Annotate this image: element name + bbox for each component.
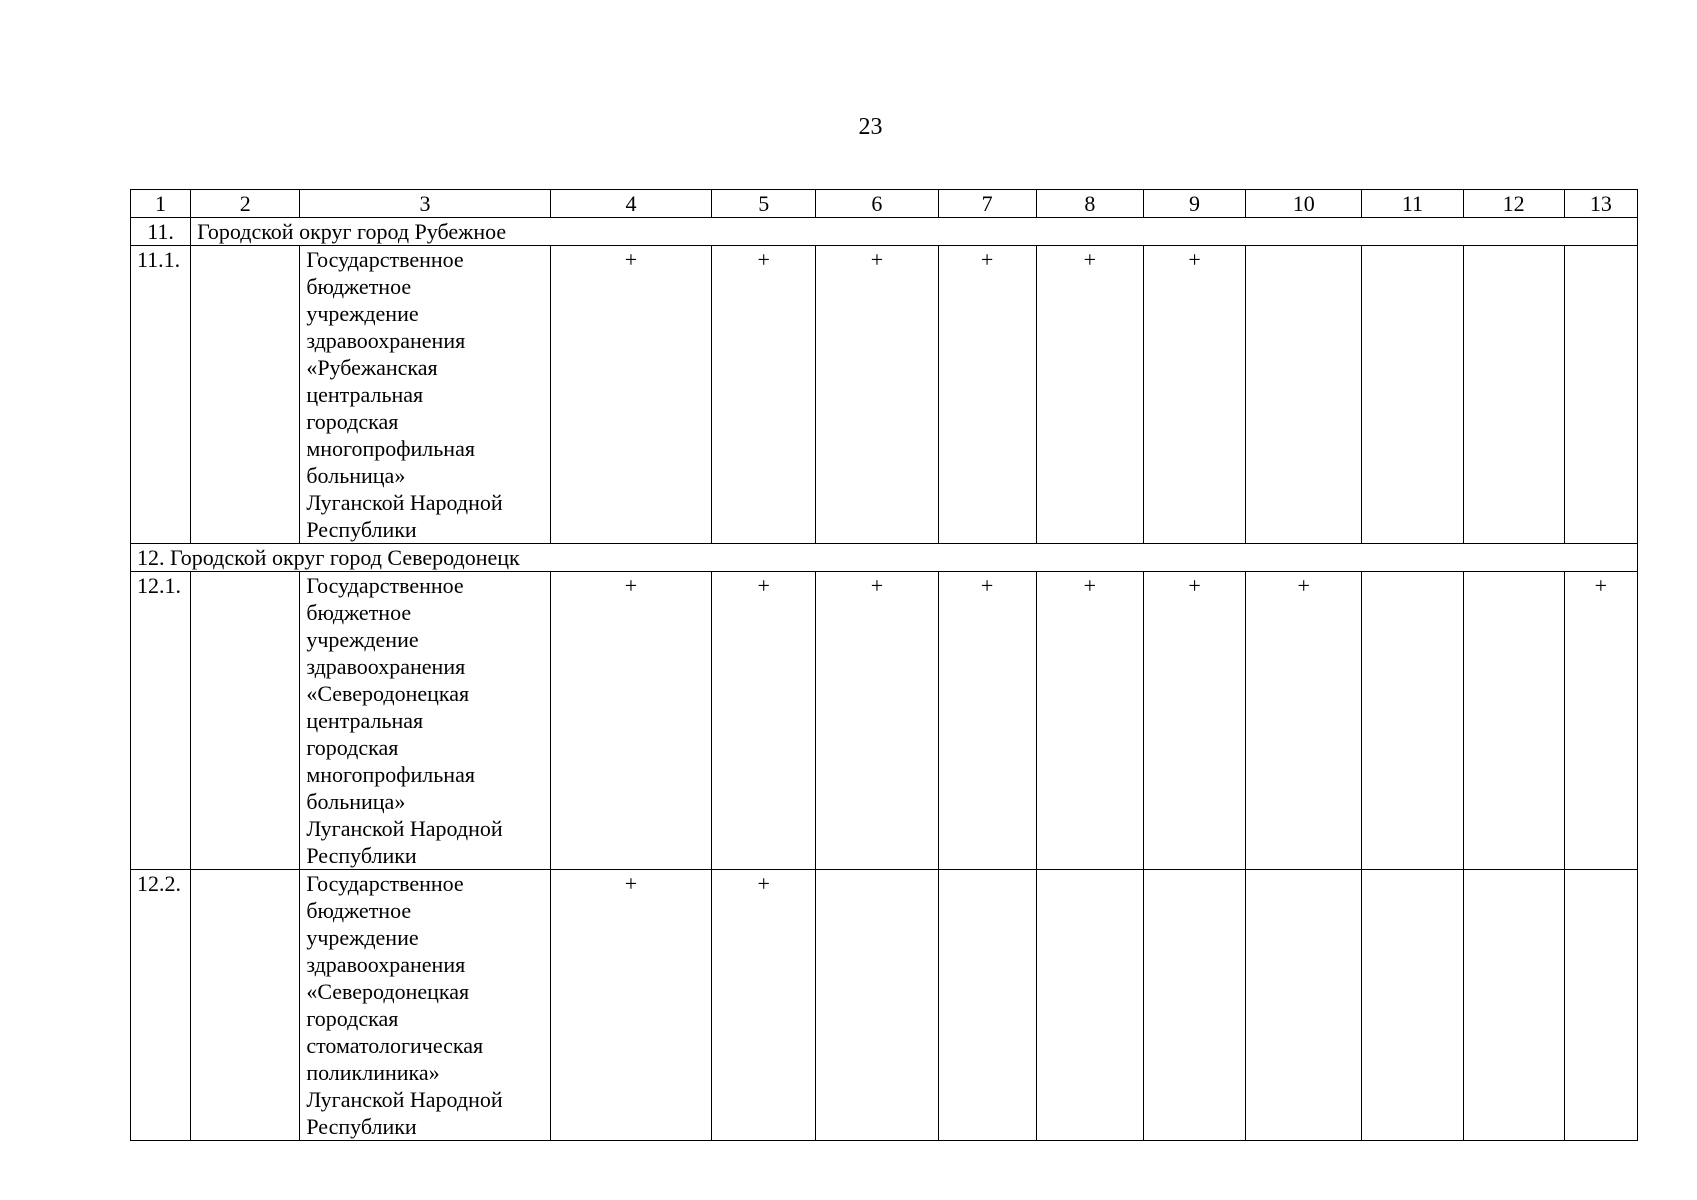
mark-cell: + [1246, 572, 1362, 870]
institution-name [300, 246, 550, 544]
name-line: «Северодонецкая [306, 681, 470, 706]
section-number: 12. [137, 545, 165, 570]
row-number: 12.2. [131, 870, 191, 1141]
mark-cell [1463, 870, 1564, 1141]
mark-cell [1362, 572, 1463, 870]
name-line: здравоохранения [306, 328, 466, 353]
name-line: стоматологическая [306, 1033, 484, 1058]
section-row [131, 544, 1638, 572]
row-col2 [191, 572, 300, 870]
name-line: поликлиника» [306, 1060, 440, 1085]
column-header: 6 [816, 190, 938, 218]
row-col2 [191, 246, 300, 544]
row-number: 11.1. [131, 246, 191, 544]
name-line: центральная [306, 708, 424, 733]
institution-name [300, 870, 550, 1141]
mark-cell: + [550, 246, 711, 544]
column-header: 7 [938, 190, 1036, 218]
name-line: бюджетное [306, 274, 412, 299]
section-title: Городской округ город Рубежное [191, 218, 1638, 246]
mark-cell: + [1143, 572, 1245, 870]
column-header: 8 [1036, 190, 1143, 218]
name-line: Государственное [306, 573, 464, 598]
column-header: 9 [1143, 190, 1245, 218]
section-heading [131, 544, 1638, 572]
mark-cell [938, 870, 1036, 1141]
mark-cell [1564, 246, 1637, 544]
section-title: Городской округ город Северодонецк [170, 545, 520, 570]
name-line: Государственное [306, 247, 464, 272]
table-row [131, 870, 1638, 1141]
name-line: учреждение [306, 925, 419, 950]
name-line: Луганской Народной [306, 816, 503, 841]
name-line: многопрофильная [306, 436, 475, 461]
mark-cell: + [938, 572, 1036, 870]
section-number: 11. [131, 218, 191, 246]
name-line: городская [306, 409, 399, 434]
name-line: больница» [306, 463, 406, 488]
column-header: 5 [712, 190, 816, 218]
name-line: городская [306, 735, 399, 760]
column-header: 1 [131, 190, 191, 218]
name-line: бюджетное [306, 600, 412, 625]
name-line: учреждение [306, 627, 419, 652]
mark-cell [1463, 572, 1564, 870]
mark-cell: + [1036, 572, 1143, 870]
mark-cell [1362, 246, 1463, 544]
mark-cell: + [816, 572, 938, 870]
mark-cell: + [550, 572, 711, 870]
section-row [131, 218, 1638, 246]
name-line: Республики [306, 1114, 417, 1139]
column-header: 10 [1246, 190, 1362, 218]
row-col2 [191, 870, 300, 1141]
name-line: «Рубежанская [306, 355, 438, 380]
name-line: Луганской Народной [306, 1087, 503, 1112]
name-line: многопрофильная [306, 762, 475, 787]
mark-cell [1564, 870, 1637, 1141]
column-header: 4 [550, 190, 711, 218]
mark-cell [1143, 870, 1245, 1141]
name-line: больница» [306, 789, 406, 814]
mark-cell [1036, 870, 1143, 1141]
name-line: Республики [306, 843, 417, 868]
facilities-table [130, 189, 1638, 1141]
mark-cell: + [1564, 572, 1637, 870]
institution-name [300, 572, 550, 870]
name-line: центральная [306, 382, 424, 407]
mark-cell [816, 870, 938, 1141]
name-line: здравоохранения [306, 952, 466, 977]
mark-cell: + [1143, 246, 1245, 544]
name-line: бюджетное [306, 898, 412, 923]
name-line: «Северодонецкая [306, 979, 470, 1004]
column-number-header-row [131, 190, 1638, 218]
name-line: здравоохранения [306, 654, 466, 679]
column-header: 13 [1564, 190, 1637, 218]
mark-cell: + [816, 246, 938, 544]
row-number: 12.1. [131, 572, 191, 870]
mark-cell [1246, 870, 1362, 1141]
mark-cell: + [1036, 246, 1143, 544]
mark-cell: + [550, 870, 711, 1141]
table-row [131, 246, 1638, 544]
name-line: Луганской Народной [306, 490, 503, 515]
mark-cell [1246, 246, 1362, 544]
page-number: 23 [858, 114, 883, 140]
mark-cell [1362, 870, 1463, 1141]
table-row [131, 572, 1638, 870]
column-header: 11 [1362, 190, 1463, 218]
name-line: Республики [306, 517, 417, 542]
name-line: учреждение [306, 301, 419, 326]
mark-cell: + [712, 870, 816, 1141]
mark-cell [1463, 246, 1564, 544]
column-header: 2 [191, 190, 300, 218]
mark-cell: + [712, 246, 816, 544]
name-line: Государственное [306, 871, 464, 896]
mark-cell: + [712, 572, 816, 870]
mark-cell: + [938, 246, 1036, 544]
column-header: 3 [300, 190, 550, 218]
column-header: 12 [1463, 190, 1564, 218]
name-line: городская [306, 1006, 399, 1031]
